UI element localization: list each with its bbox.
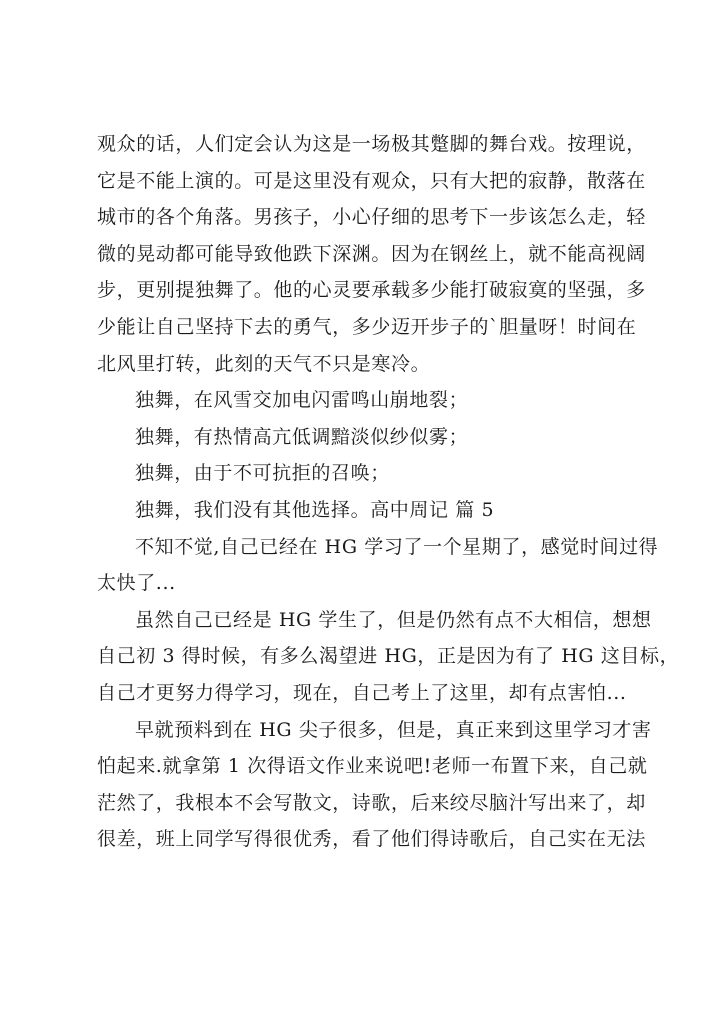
text-line: 少能让自己坚持下去的勇气，多少迈开步子的`胆量呀！时间在 bbox=[97, 315, 637, 338]
text-line: 独舞，由于不可抗拒的召唤； bbox=[135, 462, 390, 485]
text-line: 太快了... bbox=[97, 572, 176, 595]
text-line: 自己初 3 得时候，有多么渴望进 HG，正是因为有了 HG 这目标， bbox=[97, 645, 680, 668]
text-line: 观众的话，人们定会认为这是一场极其蹩脚的舞台戏。按理说， bbox=[97, 133, 646, 155]
text-line: 独舞，有热情高亢低调黯淡似纱似雾； bbox=[135, 425, 469, 448]
text-line: 步，更别提独舞了。他的心灵要承载多少能打破寂寞的坚强，多 bbox=[97, 279, 646, 302]
body-text bbox=[97, 126, 680, 858]
text-line: 城市的各个角落。男孩子，小心仔细的思考下一步该怎么走，轻 bbox=[97, 206, 646, 229]
text-line: 很差，班上同学写得很优秀，看了他们得诗歌后，自己实在无法 bbox=[97, 828, 646, 851]
text-line: 北风里打转，此刻的天气不只是寒冷。 bbox=[97, 352, 431, 375]
text-line: 自己才更努力得学习，现在，自己考上了这里，却有点害怕... bbox=[97, 681, 627, 704]
text-line: 独舞，我们没有其他选择。高中周记 篇 5 bbox=[135, 498, 495, 521]
text-line: 它是不能上演的。可是这里没有观众，只有大把的寂静，散落在 bbox=[97, 169, 646, 192]
text-line: 独舞，在风雪交加电闪雷鸣山崩地裂； bbox=[135, 389, 469, 412]
text-line: 虽然自己已经是 HG 学生了，但是仍然有点不大相信，想想 bbox=[135, 608, 652, 631]
text-line: 微的晃动都可能导致他跌下深渊。因为在钢丝上，就不能高视阔 bbox=[97, 242, 646, 265]
text-line: 怕起来.就拿第 1 次得语文作业来说吧!老师一布置下来，自己就 bbox=[97, 755, 648, 778]
text-line: 茫然了，我根本不会写散文，诗歌，后来绞尽脑汁写出来了，却 bbox=[97, 791, 646, 814]
text-line: 早就预料到在 HG 尖子很多，但是，真正来到这里学习才害 bbox=[135, 718, 652, 741]
text-line: 不知不觉,自己已经在 HG 学习了一个星期了，感觉时间过得 bbox=[135, 535, 659, 558]
